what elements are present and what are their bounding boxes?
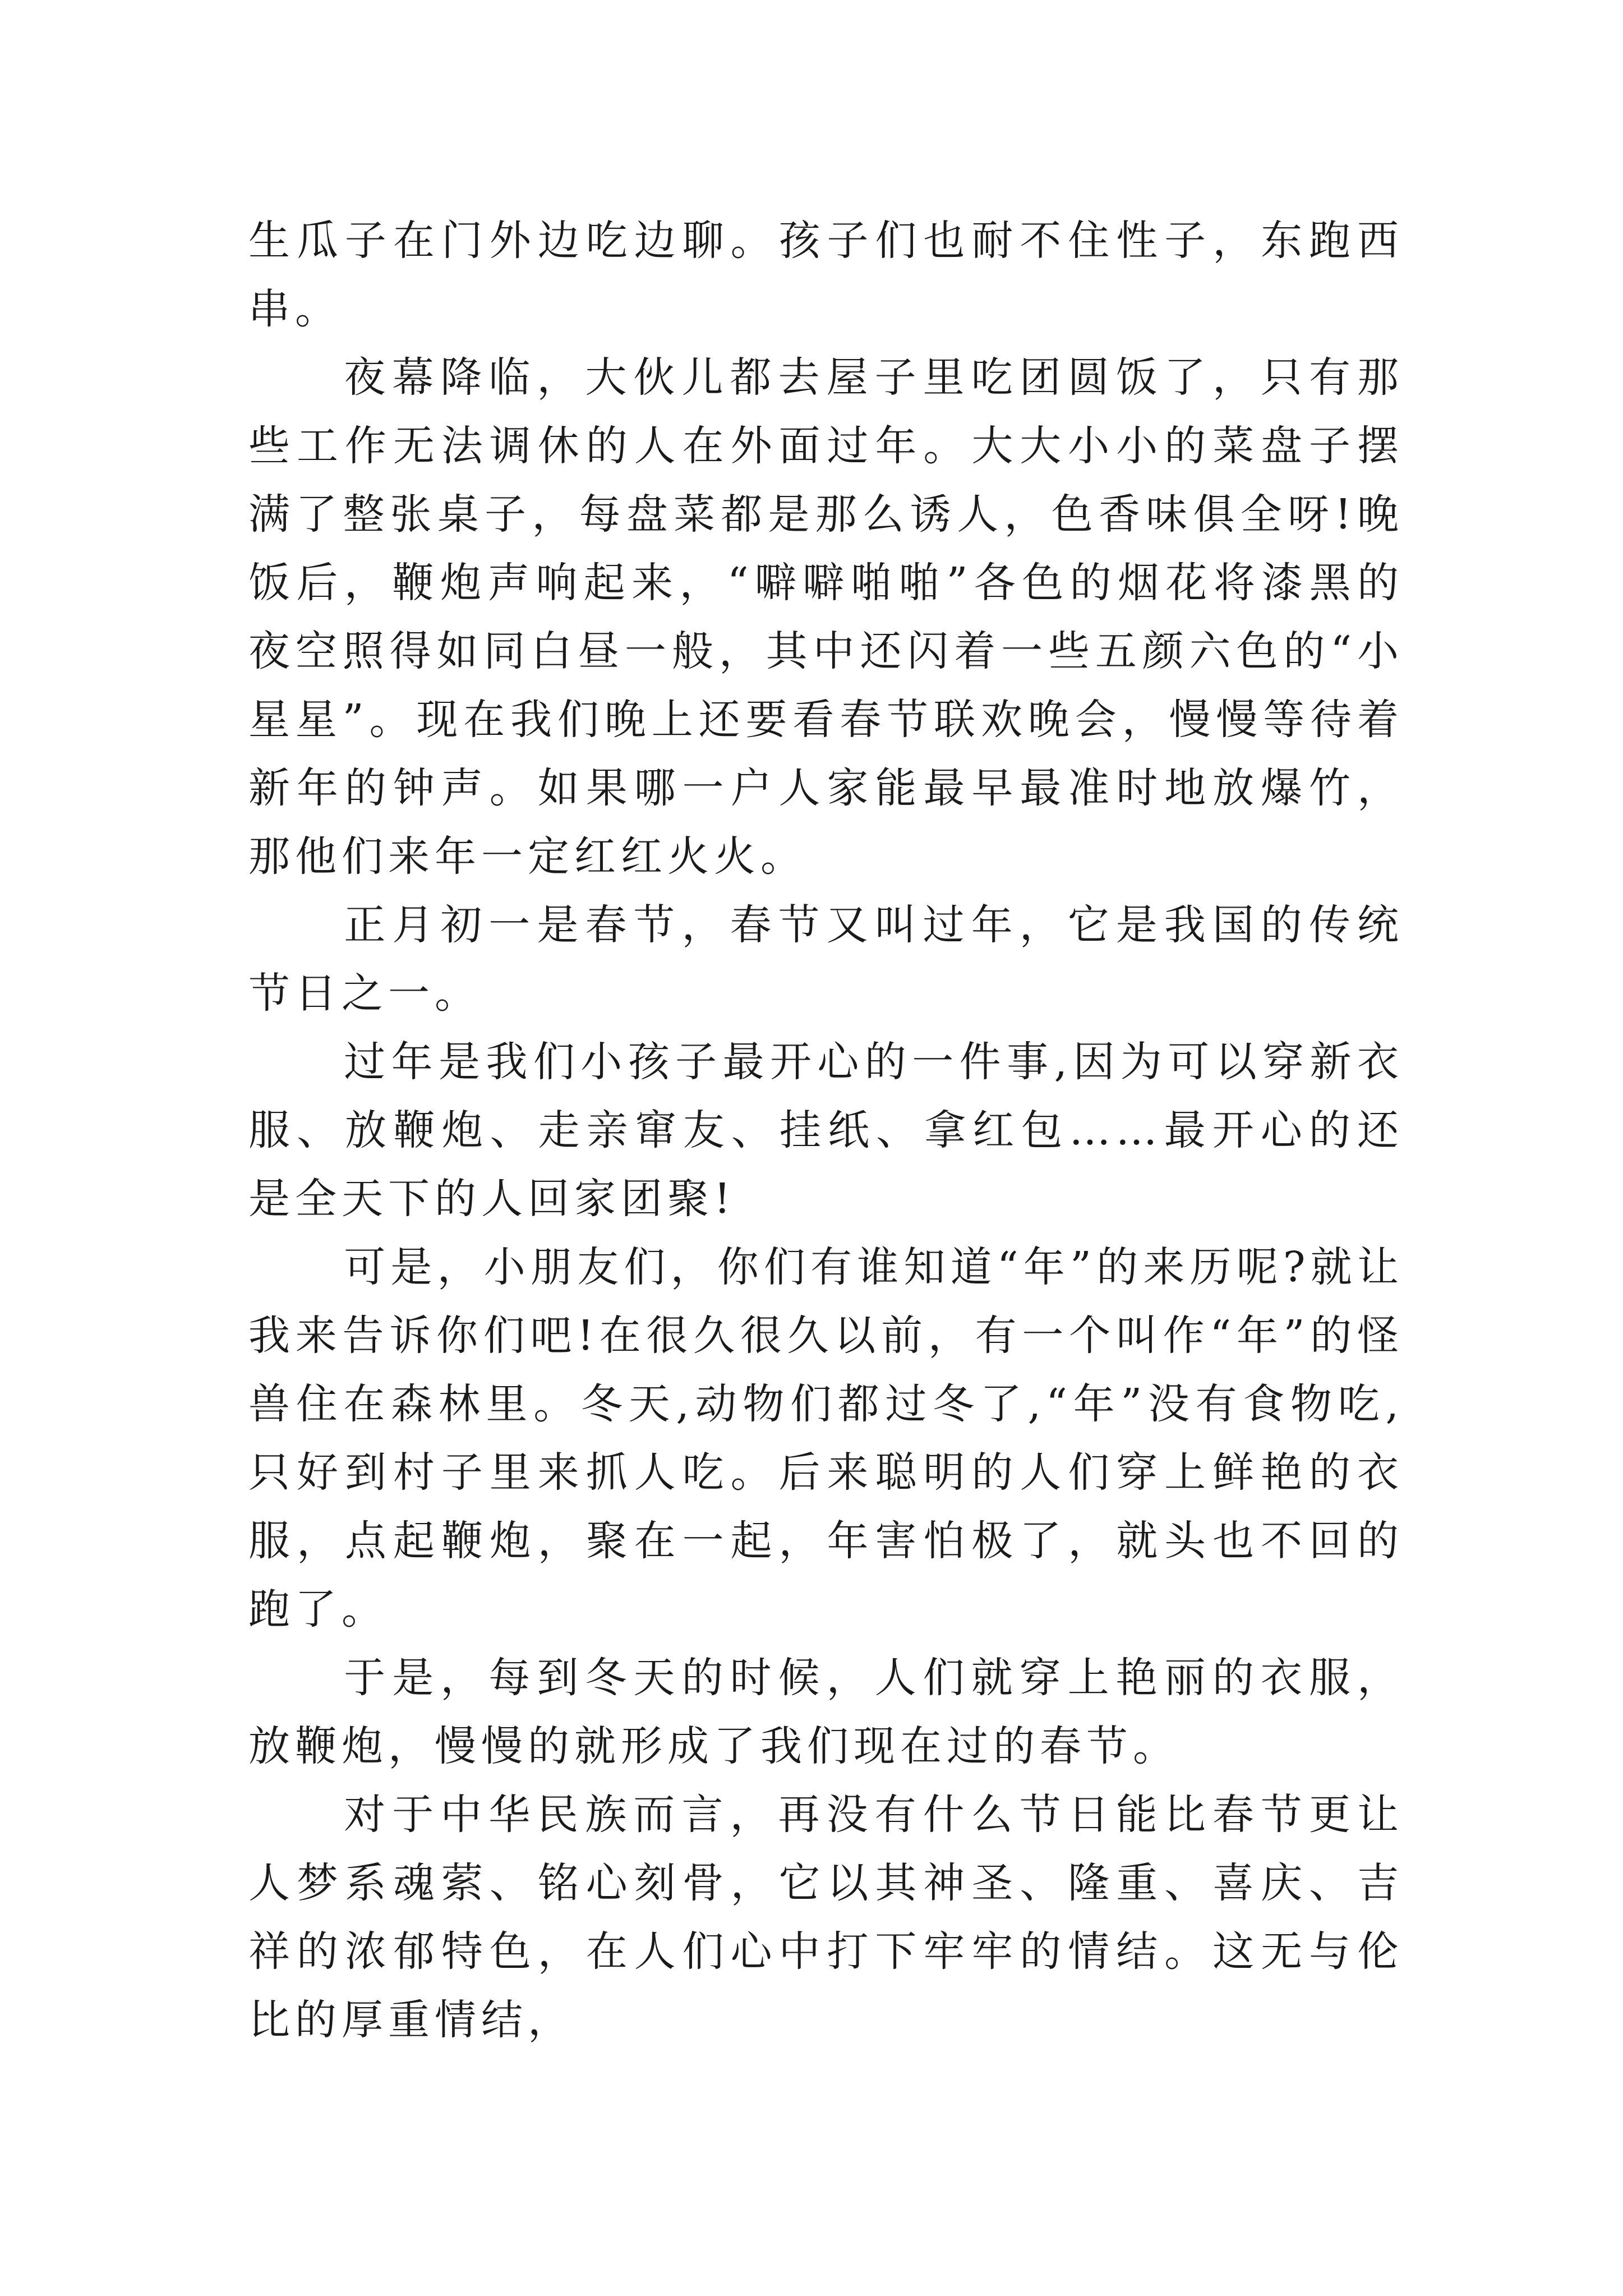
body-text	[248, 206, 1404, 2054]
paragraph-continued: 生瓜子在门外边吃边聊。孩子们也耐不住性子，东跑西串。	[248, 217, 1404, 333]
paragraph-nian-legend: 可是，小朋友们，你们有谁知道“年”的来历呢?就让我来告诉你们吧!在很久很久以前，有一个叫作“年”的怪兽住在森林里。冬天,动物们都过冬了,“年”没有食物吃,只好到村子里来抓人吃。后来聪明的人们穿上鲜艳的衣服，点起鞭炮，聚在一起，年害怕极了，就头也不回的跑了。	[248, 1243, 1404, 1634]
paragraph-chinese-nation: 对于中华民族而言，再没有什么节日能比春节更让人梦系魂萦、铭心刻骨，它以其神圣、隆重、喜庆、吉祥的浓郁特色，在人们心中打下牢牢的情结。这无与伦比的厚重情结，	[248, 1791, 1404, 2044]
paragraph-children-joy: 过年是我们小孩子最开心的一件事,因为可以穿新衣服、放鞭炮、走亲窜友、挂纸、拿红包……最开心的还是全天下的人回家团聚!	[248, 1038, 1404, 1223]
paragraph-new-year-eve: 夜幕降临，大伙儿都去屋子里吃团圆饭了，只有那些工作无法调休的人在外面过年。大大小小的菜盘子摆满了整张桌子，每盘菜都是那么诱人，色香味俱全呀!晚饭后，鞭炮声响起来，“噼噼啪啪”各色的烟花将漆黑的夜空照得如同白昼一般，其中还闪着一些五颜六色的“小星星”。现在我们晚上还要看春节联欢晚会，慢慢等待着新年的钟声。如果哪一户人家能最早最准时地放爆竹，那他们来年一定红红火火。	[248, 353, 1404, 881]
paragraph-origin: 于是，每到冬天的时候，人们就穿上艳丽的衣服，放鞭炮，慢慢的就形成了我们现在过的春节。	[248, 1654, 1404, 1770]
paragraph-spring-festival: 正月初一是春节，春节又叫过年，它是我国的传统节日之一。	[248, 901, 1404, 1018]
